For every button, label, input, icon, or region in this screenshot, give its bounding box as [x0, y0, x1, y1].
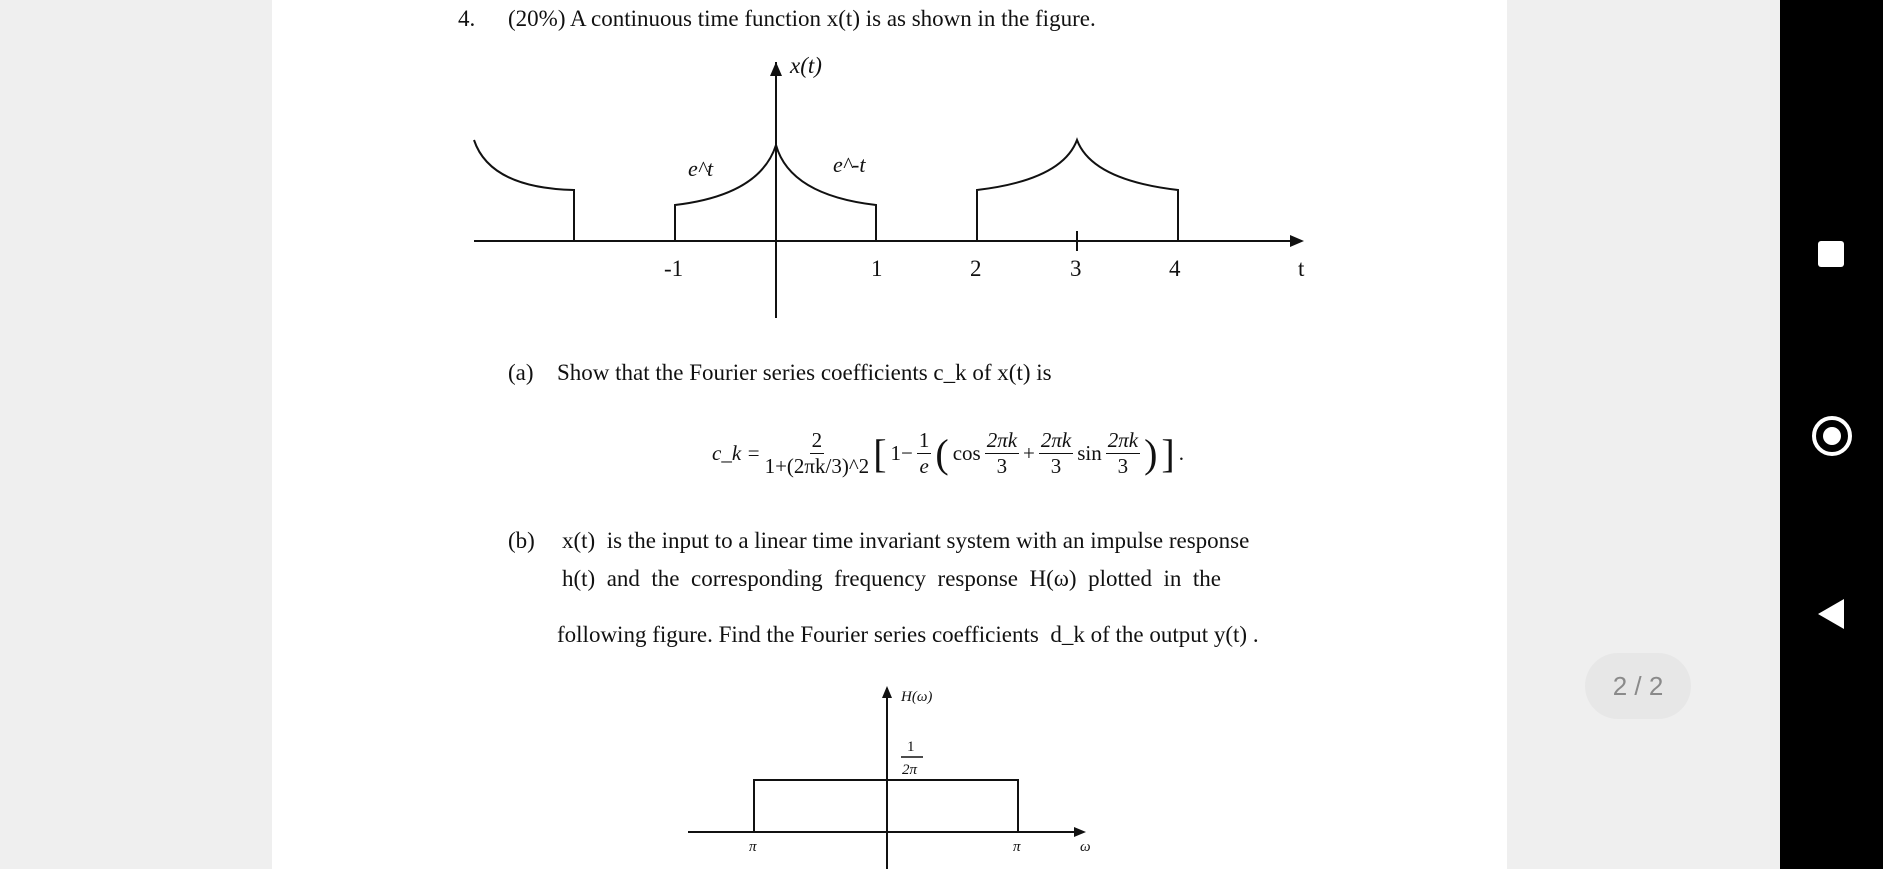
lead-denominator: 1+(2πk/3)^2 — [764, 454, 870, 478]
problem-statement: (20%) A continuous time function x(t) is as shown in the figure. — [508, 6, 1096, 31]
cos-arg-fraction — [985, 430, 1019, 477]
part-b-line1: x(t) is the input to a linear time invariant system with an impulse response — [562, 528, 1250, 553]
sin-word: sin — [1077, 441, 1102, 465]
omega-axis-arrow — [1074, 827, 1086, 837]
h-level-num: 1 — [907, 739, 915, 755]
left-paren: ( — [935, 431, 949, 476]
inner-denominator: e — [919, 454, 929, 478]
part-a-text: Show that the Fourier series coefficients c_k of x(t) is — [557, 360, 1052, 385]
lead-fraction — [765, 430, 870, 477]
tick-label-4: 4 — [1169, 256, 1181, 281]
android-nav-bar — [1780, 0, 1883, 869]
formula-lhs: c_k = — [712, 441, 761, 465]
t-axis-label: t — [1298, 256, 1305, 281]
tick-label-2: 2 — [970, 256, 982, 281]
cos-arg-num: 2πk — [986, 428, 1018, 452]
tick-label-minus-1: -1 — [664, 256, 684, 281]
sin-arg-fraction — [1106, 430, 1140, 477]
problem-number: 4. — [458, 6, 476, 31]
back-icon[interactable] — [1814, 597, 1848, 631]
home-icon[interactable] — [1812, 416, 1852, 456]
curve-left-period — [474, 140, 574, 241]
right-paren: ) — [1144, 431, 1158, 476]
page-indicator: 2 / 2 — [1585, 653, 1691, 719]
xt-y-label: x(t) — [790, 53, 822, 78]
tick-label-3: 3 — [1070, 256, 1082, 281]
sin-coef-den: 3 — [1050, 454, 1062, 478]
plus-sign: + — [1023, 441, 1035, 465]
label-e-minus-t: e^-t — [833, 152, 866, 177]
sin-arg-num: 2πk — [1107, 428, 1139, 452]
omega-axis-label: ω — [1080, 839, 1091, 855]
right-bracket: ] — [1161, 431, 1175, 476]
part-b-line3: following figure. Find the Fourier series coefficients d_k of the output y(t) . — [557, 622, 1259, 647]
h-level-den: 2π — [902, 762, 918, 778]
inner-numerator: 1 — [918, 428, 930, 452]
ck-formula — [712, 430, 1184, 477]
curve-right-period — [977, 140, 1178, 241]
cos-word: cos — [952, 441, 981, 465]
part-b-line2: h(t) and the corresponding frequency response H(ω) plotted in the — [562, 566, 1221, 591]
bracket-one: 1− — [890, 441, 913, 465]
h-y-label: H(ω) — [901, 689, 933, 705]
h-axis-arrow — [882, 686, 892, 698]
sin-coef-num: 2πk — [1040, 428, 1072, 452]
sin-arg-den: 3 — [1117, 454, 1129, 478]
part-b-label: (b) — [508, 528, 535, 553]
xt-axis-arrow — [770, 62, 782, 76]
formula-end: . — [1178, 441, 1184, 465]
part-a-label: (a) — [508, 360, 534, 385]
lead-numerator: 2 — [811, 428, 823, 452]
sin-coef-fraction — [1039, 430, 1073, 477]
cos-arg-den: 3 — [996, 454, 1008, 478]
label-e-t: e^t — [688, 156, 714, 181]
recent-apps-icon[interactable] — [1818, 241, 1844, 267]
tick-label-1: 1 — [871, 256, 883, 281]
omega-tick-right: π — [1013, 839, 1021, 855]
inner-fraction — [917, 430, 932, 477]
t-axis-arrow — [1290, 235, 1304, 247]
omega-tick-left: π — [749, 839, 757, 855]
left-bracket: [ — [873, 431, 887, 476]
